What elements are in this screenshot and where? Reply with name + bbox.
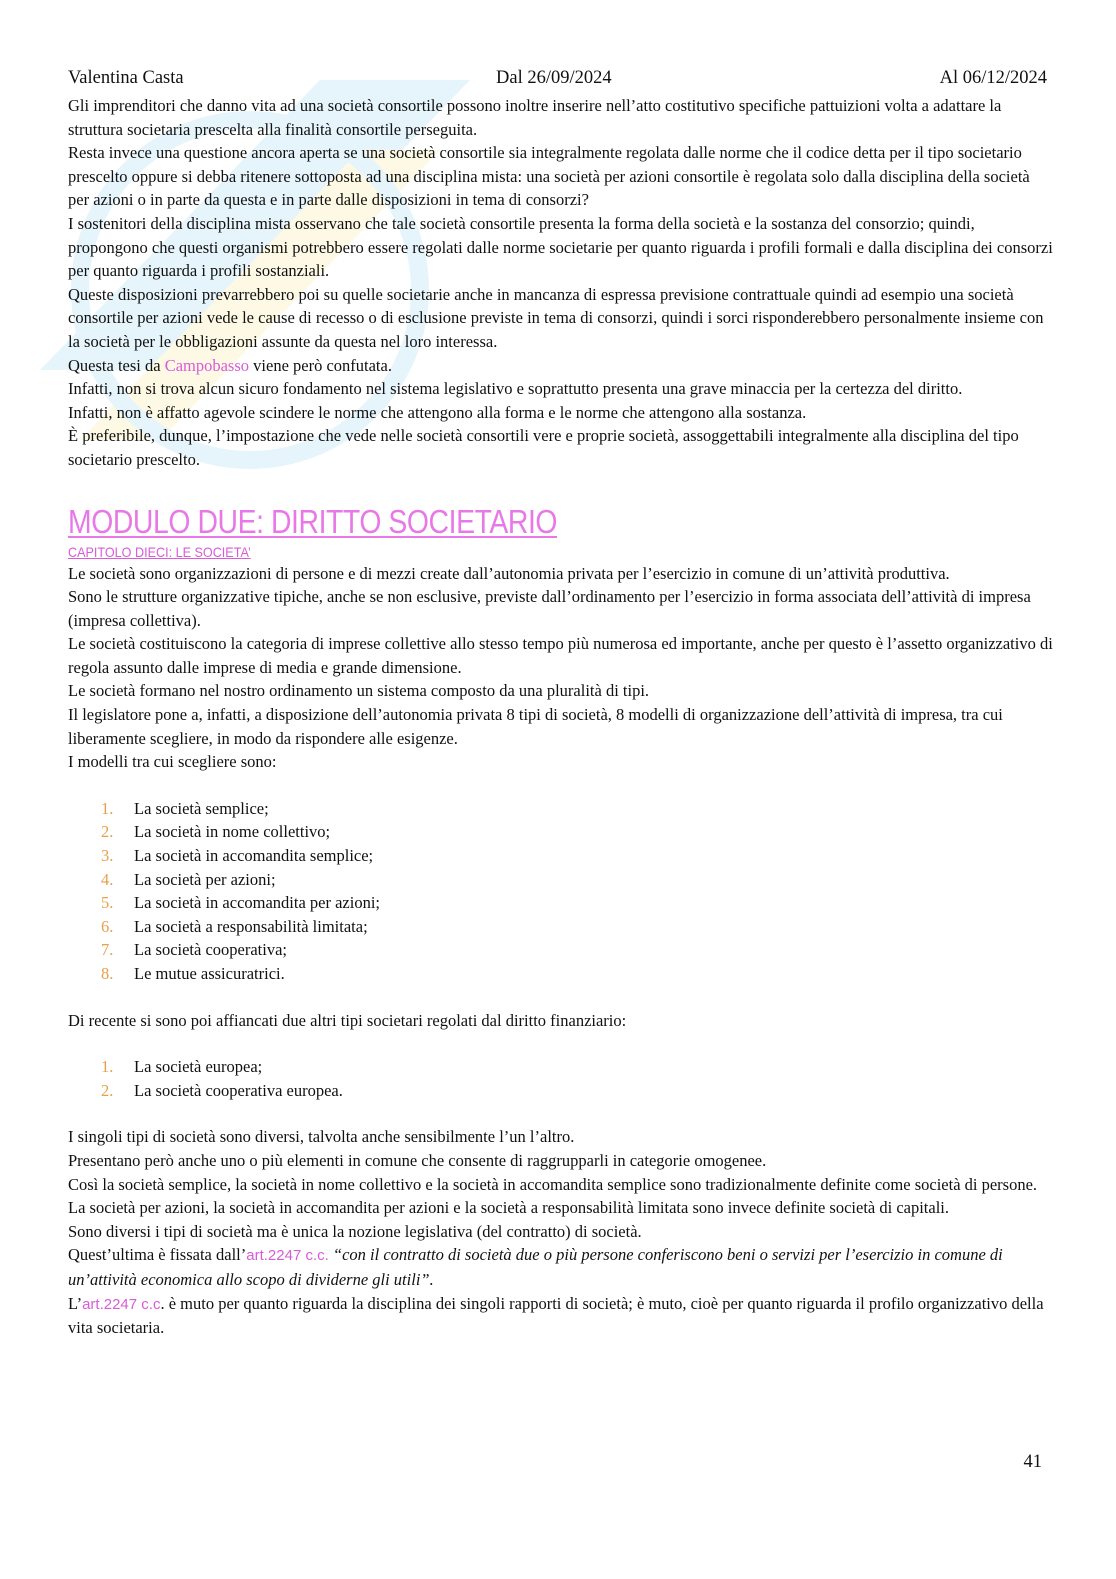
article-link[interactable]: art.2247 c.c <box>82 1295 161 1313</box>
paragraph: Sono diversi i tipi di società ma è unica la nozione legislativa (del contratto) di società. <box>68 1221 642 1241</box>
paragraph: Le società formano nel nostro ordinamento un sistema composto da una pluralità di tipi. <box>68 681 650 701</box>
legal-quote: “con il contratto di società due o più persone conferiscono beni o servizi per l’esercizio in comune di un’attività economica allo scopo di dividerne gli utili”. <box>68 1245 1003 1289</box>
list-item <box>68 844 1053 868</box>
paragraph: I modelli tra cui scegliere sono: <box>68 752 277 772</box>
list-item <box>68 797 1053 821</box>
list-item <box>68 1055 1053 1079</box>
text: viene però confutata. <box>249 355 392 375</box>
list-number: 1. <box>101 1057 114 1077</box>
list-item <box>68 868 1053 892</box>
author-link[interactable]: Campobasso <box>164 355 250 375</box>
paragraph: Infatti, non si trova alcun sicuro fondamento nel sistema legislativo e soprattutto presenta una grave minaccia per la certezza del diritto. <box>68 379 963 399</box>
list-item <box>68 820 1053 844</box>
list-text: La società in accomandita semplice; <box>134 846 374 866</box>
list-item <box>68 962 1053 986</box>
paragraph <box>68 354 1053 378</box>
chapter-heading: CAPITOLO DIECI: LE SOCIETA’ <box>68 543 251 560</box>
list-number: 1. <box>101 798 114 818</box>
list-number: 5. <box>101 893 114 913</box>
page-header <box>68 68 1053 94</box>
list-number: 4. <box>101 869 114 889</box>
text: Questa tesi da <box>68 355 165 375</box>
paragraph: Il legislatore pone a, infatti, a disposizione dell’autonomia privata 8 tipi di società, 8 modelli di organizzazione dell’attività di impresa, tra cui liberamente scegliere, in modo da rispondere alle esigenze. <box>68 705 1003 748</box>
paragraph <box>68 1243 1053 1291</box>
page-number: 41 <box>1023 1452 1042 1472</box>
list-number: 6. <box>101 916 114 936</box>
module-heading: MODULO DUE: DIRITTO SOCIETARIO <box>68 502 558 540</box>
paragraph: Presentano però anche uno o più elementi in comune che consente di raggrupparli in categorie omogenee. <box>68 1150 767 1170</box>
list-text: La società in accomandita per azioni; <box>134 893 381 913</box>
list-text: La società per azioni; <box>134 869 276 889</box>
list-number: 7. <box>101 940 114 960</box>
list-item <box>68 938 1053 962</box>
list-item <box>68 1079 1053 1103</box>
header-date-to: Al 06/12/2024 <box>939 68 1047 88</box>
list-number: 3. <box>101 846 114 866</box>
list-item <box>68 891 1053 915</box>
paragraph: Resta invece una questione ancora aperta se una società consortile sia integralmente regolata dalle norme che il codice detta per il tipo societario prescelto oppure si debba ritenere sottoposta ad una disciplina mista: una società per azioni consortile è regolata solo dalla disciplina della società per azioni o in parte da questa e in parte dalle disposizioni in tema di consorzi? <box>68 143 1030 210</box>
paragraph: Così la società semplice, la società in nome collettivo e la società in accomandita semplice sono tradizionalmente definite come società di persone. <box>68 1174 1038 1194</box>
paragraph <box>68 1292 1053 1340</box>
paragraph: La società per azioni, la società in accomandita per azioni e la società a responsabilità limitata sono invece definite società di capitali. <box>68 1198 950 1218</box>
financial-company-types-list <box>68 1055 1053 1102</box>
header-author: Valentina Casta <box>68 68 184 88</box>
text: Quest’ultima è fissata dall’ <box>68 1245 247 1265</box>
article-link[interactable]: art.2247 c.c. <box>246 1247 329 1265</box>
list-text: Le mutue assicuratrici. <box>134 964 285 983</box>
list-text: La società in nome collettivo; <box>134 822 331 842</box>
paragraph: Le società costituiscono la categoria di imprese collettive allo stesso tempo più numerosa ed importante, anche per questo è l’assetto organizzativo di regola assunto dalle imprese di media e grande dimensione. <box>68 634 1053 677</box>
list-text: La società cooperativa; <box>134 940 288 960</box>
paragraph: Le società sono organizzazioni di persone e di mezzi create dall’autonomia privata per l’esercizio in comune di un’attività produttiva. <box>68 563 950 583</box>
list-item <box>68 915 1053 939</box>
list-text: La società a responsabilità limitata; <box>134 916 368 936</box>
list-number: 2. <box>101 1080 114 1100</box>
list-text: La società cooperativa europea. <box>134 1080 343 1100</box>
paragraph: Di recente si sono poi affiancati due altri tipi societari regolati dal diritto finanziario: <box>68 1010 627 1030</box>
list-number: 2. <box>101 822 114 842</box>
list-number: 8. <box>101 964 114 983</box>
paragraph: È preferibile, dunque, l’impostazione che vede nelle società consortili vere e proprie società, assoggettabili integralmente alla disciplina del tipo societario prescelto. <box>68 426 1019 469</box>
text: . è muto per quanto riguarda la disciplina dei singoli rapporti di società; è muto, cioè per quanto riguarda il profilo organizzativo della vita societaria. <box>68 1293 1044 1338</box>
list-text: La società semplice; <box>134 798 269 818</box>
paragraph: Infatti, non è affatto agevole scindere le norme che attengono alla forma e le norme che attengono alla sostanza. <box>68 402 807 422</box>
header-date-from: Dal 26/09/2024 <box>496 68 612 88</box>
paragraph: Gli imprenditori che danno vita ad una società consortile possono inoltre inserire nell’atto costitutivo specifiche pattuizioni volta a adattare la struttura societaria prescelta alla finalità consortile perseguita. <box>68 96 1002 139</box>
list-text: La società europea; <box>134 1057 263 1077</box>
paragraph: I singoli tipi di società sono diversi, talvolta anche sensibilmente l’un l’altro. <box>68 1127 575 1147</box>
paragraph: Queste disposizioni prevarrebbero poi su quelle societarie anche in mancanza di espressa previsione contrattuale quindi ad esempio una società consortile per azioni vede le cause di recesso o di esclusione previste in tema di consorzi, quindi i sorci risponderebbero personalmente insieme con la società per le obbligazioni assunte da questa nel loro interessa. <box>68 284 1044 351</box>
company-types-list <box>68 797 1053 986</box>
paragraph: I sostenitori della disciplina mista osservano che tale società consortile presenta la forma della società e la sostanza del consorzio; quindi, propongono che questi organismi potrebbero essere regolati dalle norme societarie per quanto riguarda i profili formali e dalla disciplina dei consorzi per quanto riguarda i profili sostanziali. <box>68 213 1053 281</box>
text: L’ <box>68 1293 83 1313</box>
paragraph: Sono le strutture organizzative tipiche, anche se non esclusive, previste dall’ordinamento per l’esercizio in forma associata dell’attività di impresa (impresa collettiva). <box>68 587 1031 630</box>
